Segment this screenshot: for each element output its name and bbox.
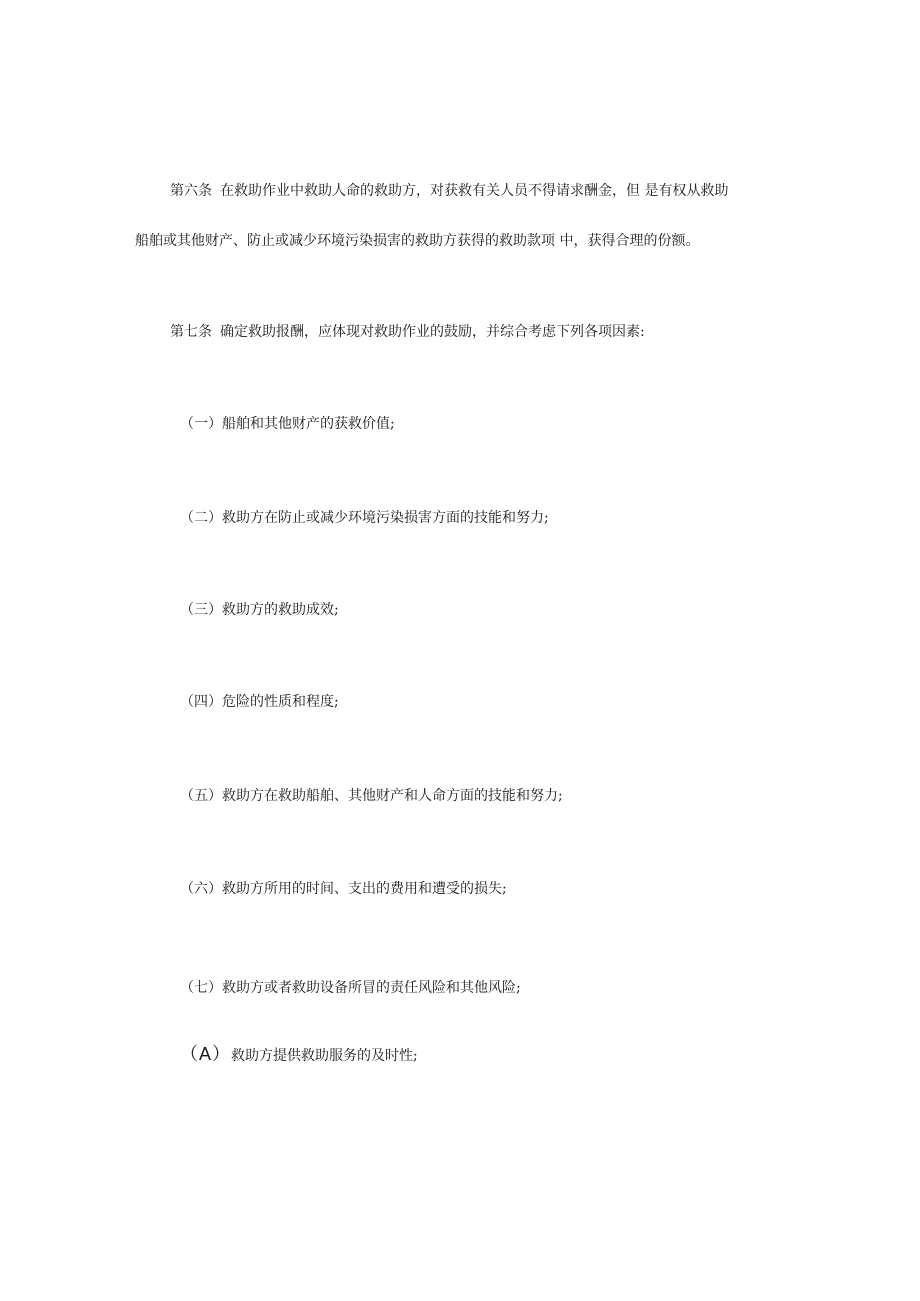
list-item bbox=[180, 414, 395, 434]
list-item bbox=[180, 600, 339, 620]
article-7-label: 第七条 bbox=[170, 324, 212, 340]
item-text: 救助方的救助成效; bbox=[222, 602, 339, 618]
list-item bbox=[180, 879, 507, 899]
article-7 bbox=[170, 322, 645, 342]
list-item bbox=[180, 978, 521, 998]
list-item bbox=[180, 508, 549, 528]
item-text: 救助方在防止或减少环境污染损害方面的技能和努力; bbox=[222, 510, 549, 526]
item-text: 救助方提供救助服务的及时性; bbox=[231, 1048, 418, 1064]
item-text: 危险的性质和程度; bbox=[222, 694, 339, 710]
list-item bbox=[180, 1044, 418, 1066]
item-text: 救助方所用的时间、支出的费用和遭受的损失; bbox=[222, 881, 507, 897]
article-6-label: 第六条 bbox=[170, 183, 212, 199]
item-marker: （四） bbox=[180, 694, 222, 710]
item-text: 船舶和其他财产的获救价值; bbox=[222, 416, 395, 432]
item-marker: （A） bbox=[180, 1044, 232, 1064]
article-6-text-line-1: 在救助作业中救助人命的救助方，对获救有关人员不得请求酬金，但 是有权从救助 bbox=[220, 183, 729, 199]
item-marker: （二） bbox=[180, 510, 222, 526]
item-text: 救助方或者救助设备所冒的责任风险和其他风险; bbox=[222, 980, 521, 996]
list-item bbox=[180, 692, 339, 712]
item-text: 救助方在救助船舶、其他财产和人命方面的技能和努力; bbox=[222, 788, 563, 804]
article-7-text: 确定救助报酬，应体现对救助作业的鼓励，并综合考虑下列各项因素: bbox=[220, 324, 645, 340]
article-6-text-line-2: 船舶或其他财产、防止或减少环境污染损害的救助方获得的救助款项 中，获得合理的份额。 bbox=[135, 233, 700, 249]
article-6-line-2 bbox=[135, 231, 699, 251]
item-marker: （三） bbox=[180, 602, 222, 618]
article-6-line-1 bbox=[170, 181, 728, 201]
item-marker: （五） bbox=[180, 788, 222, 804]
list-item bbox=[180, 786, 563, 806]
item-marker: （六） bbox=[180, 881, 222, 897]
item-marker: （一） bbox=[180, 416, 222, 432]
item-marker: （七） bbox=[180, 980, 222, 996]
